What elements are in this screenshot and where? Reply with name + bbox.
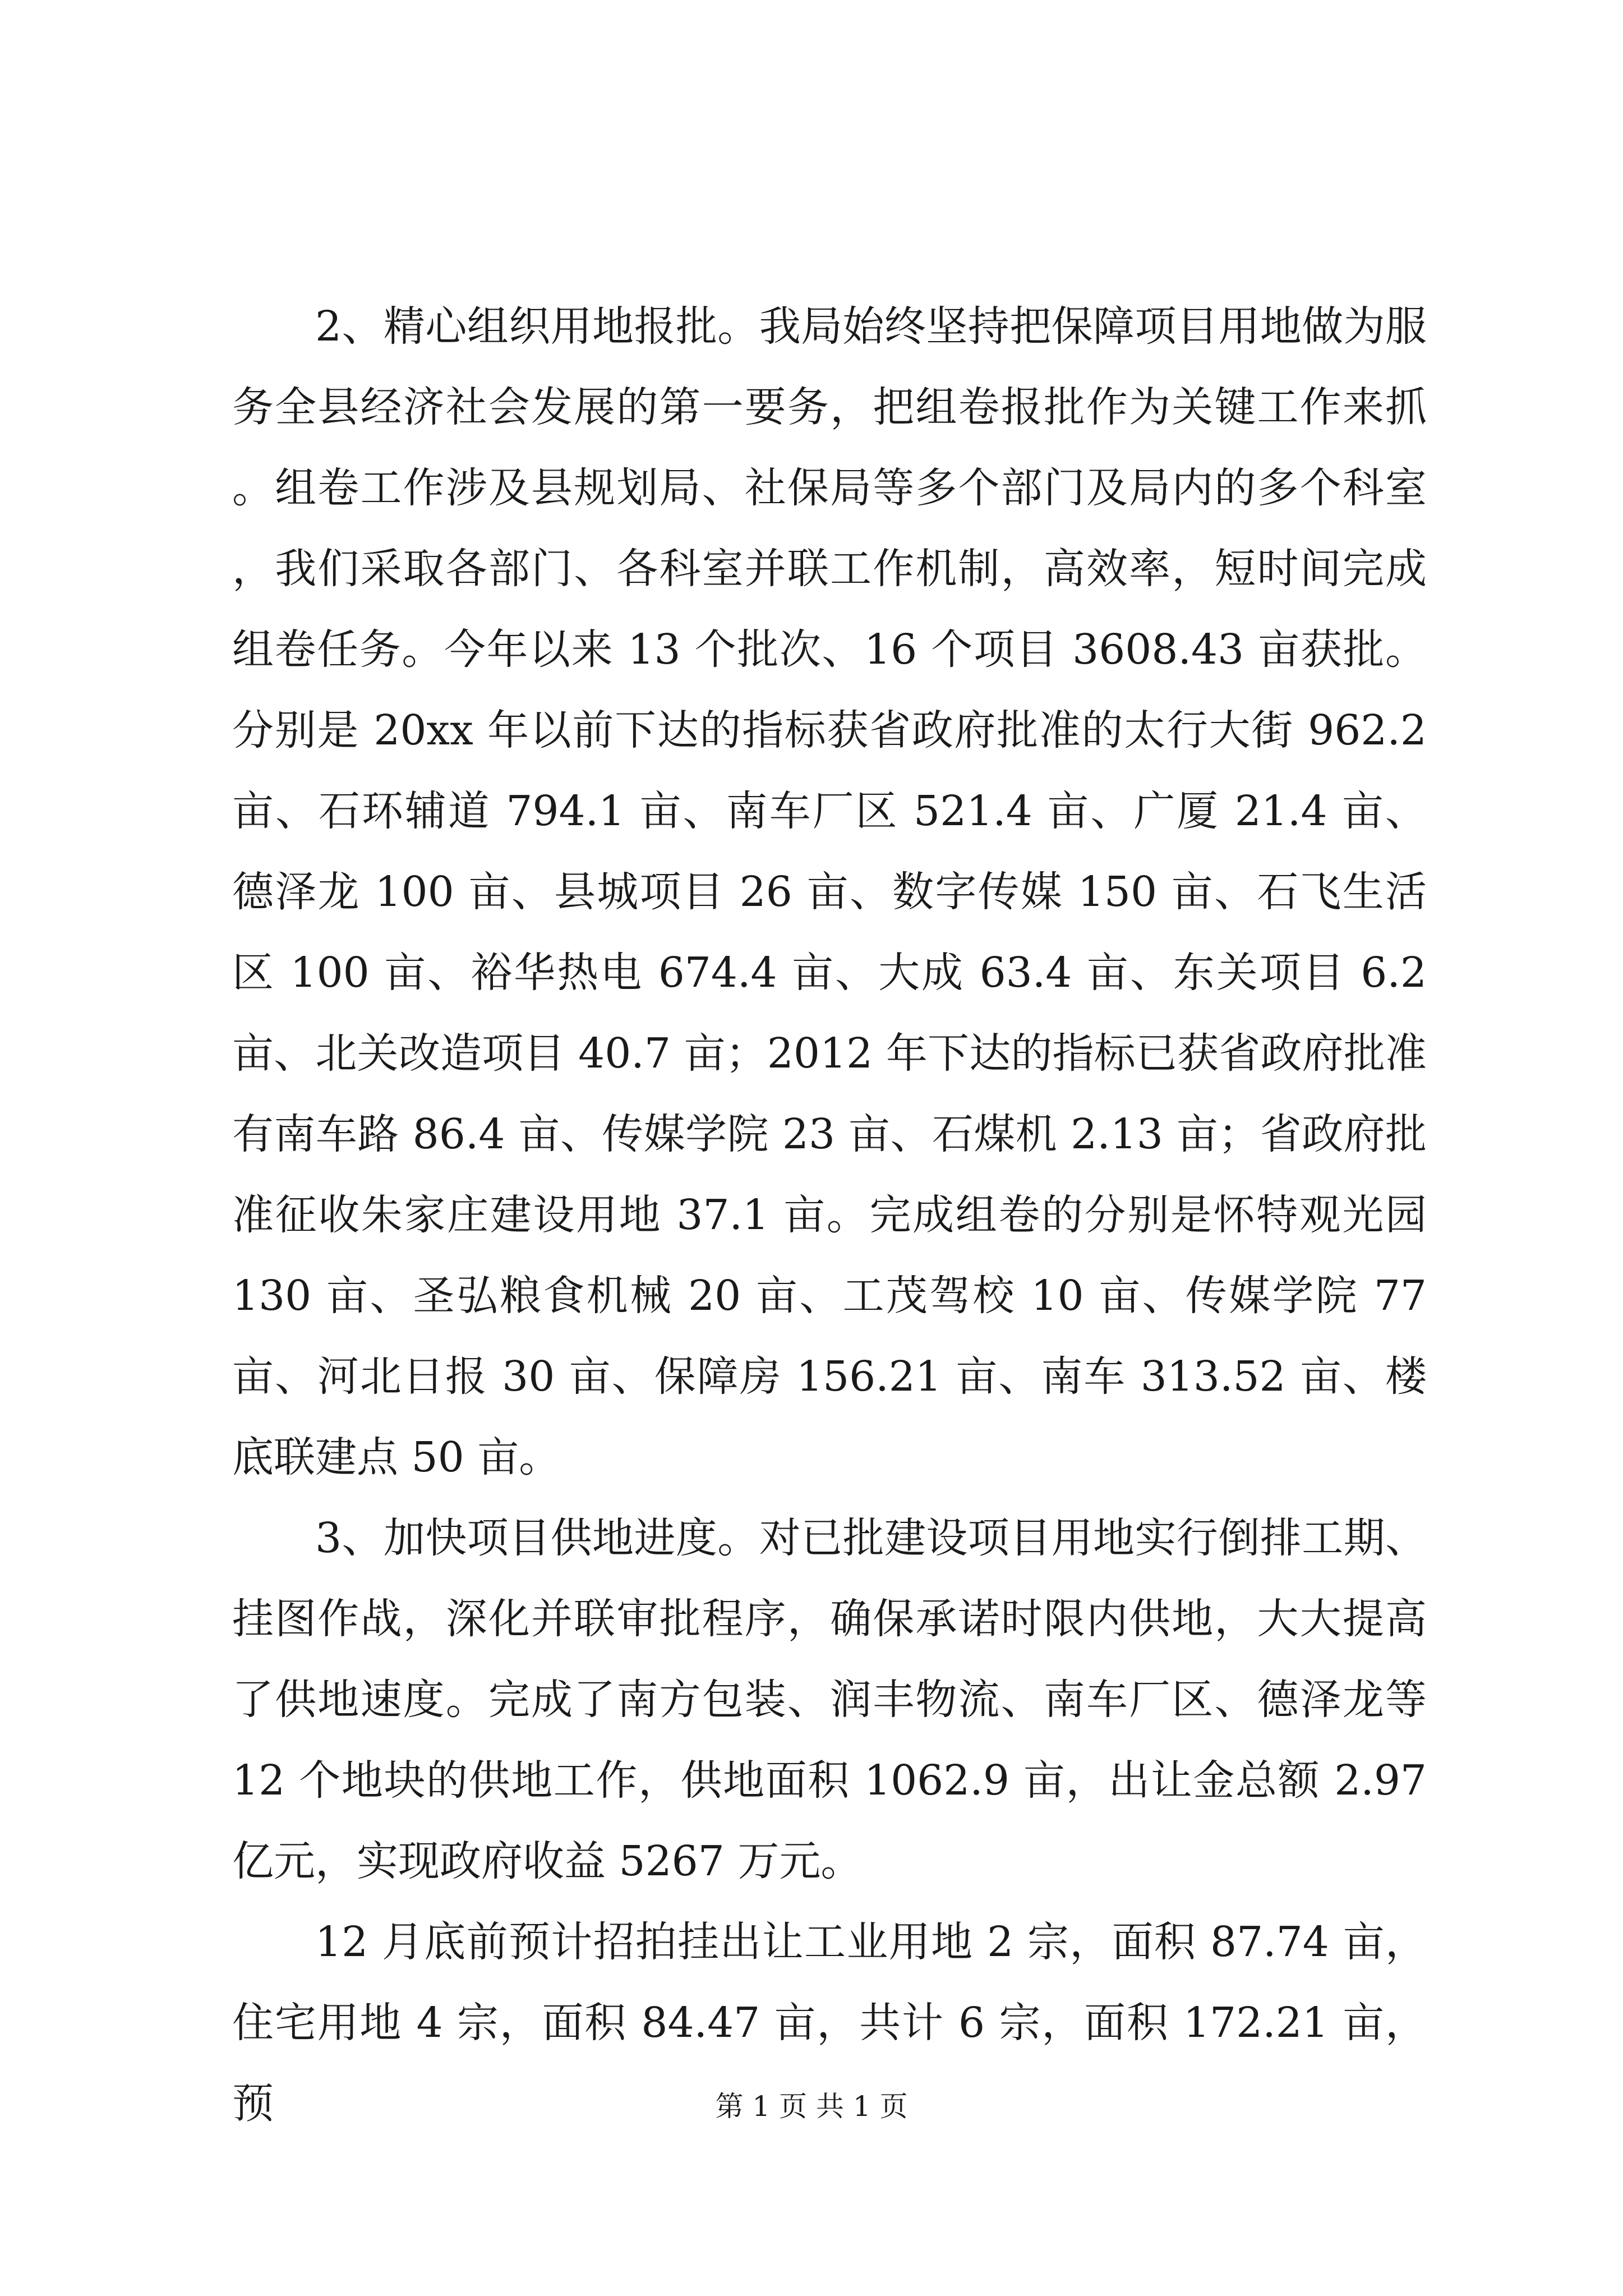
page-footer: 第 1 页 共 1 页 — [715, 2090, 908, 2123]
paragraph-land-approval: 2、精心组织用地报批。我局始终坚持把保障项目用地做为服务全县经济社会发展的第一要务，把组卷报批作为关键工作来抓。组卷工作涉及县规划局、社保局等多个部门及局内的多个科室，我们采取各部门、各科室并联工作机制，高效率，短时间完成组卷任务。今年以来 13 个批次、16 个项目 3608.43 亩获批。分别是 20xx 年以前下达的指标获省政府批准的太行大街 962.2 亩、石环辅道 794.1 亩、南车厂区 521.4 亩、广厦 21.4 亩、德泽龙 100 亩、县城项目 26 亩、数字传媒 150 亩、石飞生活区 100 亩、裕华热电 674.4 亩、大成 63.4 亩、东关项目 6.2 亩、北关改造项目 40.7 亩；2012 年下达的指标已获省政府批准有南车路 86.4 亩、传媒学院 23 亩、石煤机 2.13 亩；省政府批准征收朱家庄建设用地 37.1 亩。完成组卷的分别是怀特观光园 130 亩、圣弘粮食机械 20 亩、工茂驾校 10 亩、传媒学院 77 亩、河北日报 30 亩、保障房 156.21 亩、南车 313.52 亩、楼底联建点 50 亩。 — [232, 302, 1427, 1481]
paragraph-land-supply: 3、加快项目供地进度。对已批建设项目用地实行倒排工期、挂图作战，深化并联审批程序，确保承诺时限内供地，大大提高了供地速度。完成了南方包装、润丰物流、南车厂区、德泽龙等 12 个地块的供地工作，供地面积 1062.9 亩，出让金总额 2.97 亿元，实现政府收益 5267 万元。 — [232, 1514, 1427, 1885]
document-body — [232, 286, 1427, 2144]
paragraph-december-forecast: 12 月底前预计招拍挂出让工业用地 2 宗，面积 87.74 亩，住宅用地 4 宗，面积 84.47 亩，共计 6 宗，面积 172.21 亩，预 — [232, 1918, 1427, 2128]
